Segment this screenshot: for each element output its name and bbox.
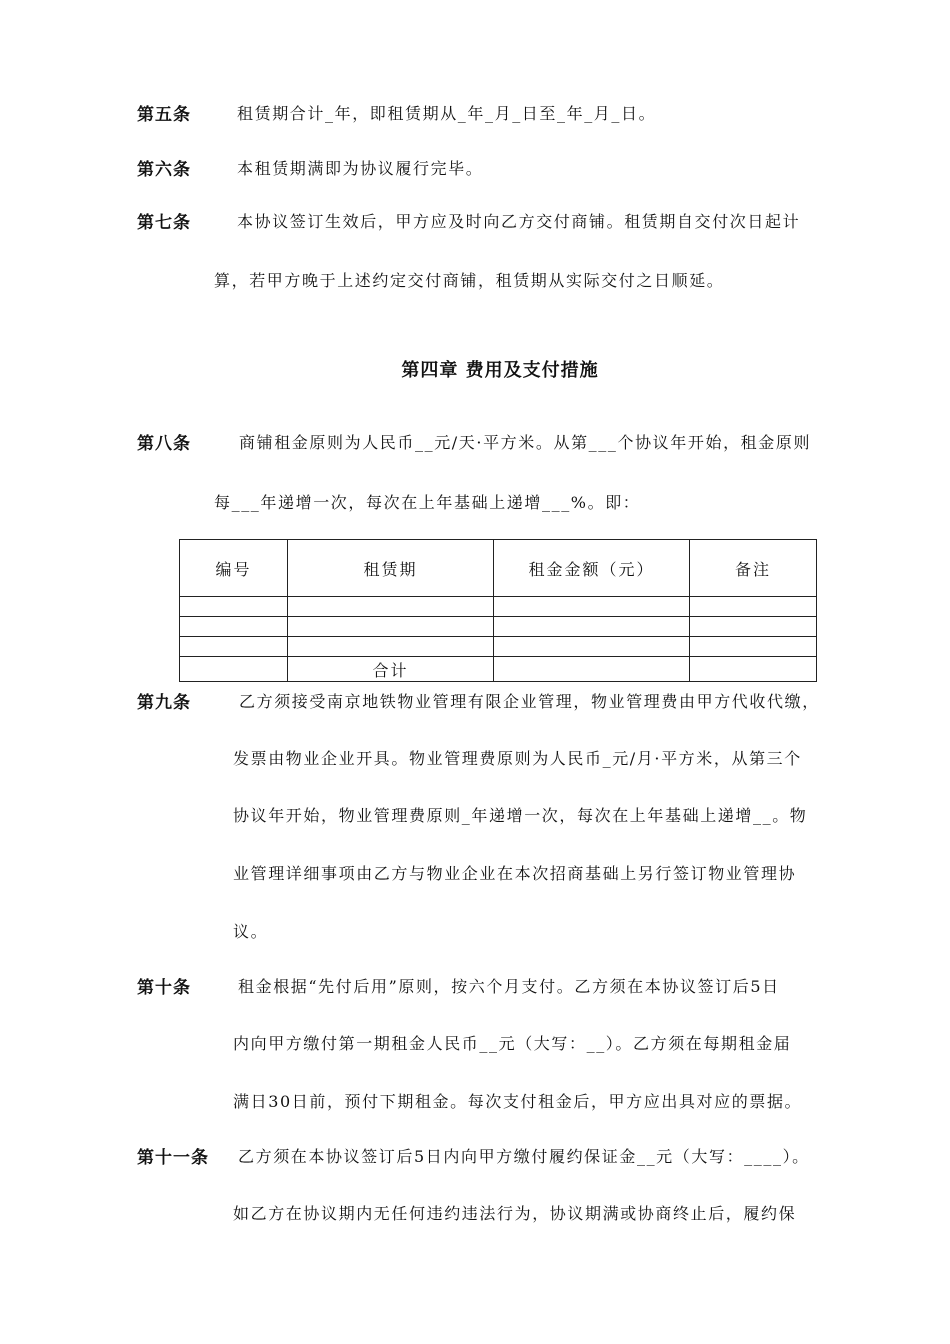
table-header-cell: 租金金额（元）: [494, 540, 690, 597]
table-cell: [690, 637, 817, 657]
article-text-line: 内向甲方缴付第一期租金人民币__元（大写：__）。乙方须在每期租金届: [233, 1034, 792, 1053]
table-cell: [494, 657, 690, 682]
article-text-line: 租赁期合计_年，即租赁期从_年_月_日至_年_月_日。: [237, 104, 657, 123]
table-row: [180, 637, 817, 657]
table-header-cell: 编号: [180, 540, 288, 597]
table-cell: [288, 637, 494, 657]
table-cell: [288, 617, 494, 637]
table-cell: [690, 617, 817, 637]
article-text-line: 每___年递增一次，每次在上年基础上递增___%。即：: [214, 493, 641, 512]
article-text-line: 租金根据“先付后用”原则，按六个月支付。乙方须在本协议签订后5日: [238, 977, 780, 996]
article-text-line: 商铺租金原则为人民币__元/天·平方米。从第___个协议年开始，租金原则: [239, 433, 812, 452]
table-cell: [690, 657, 817, 682]
table-cell: [494, 637, 690, 657]
article-label: 第六条: [137, 160, 191, 180]
article-text-line: 乙方须在本协议签订后5日内向甲方缴付履约保证金__元（大写：____）。: [238, 1147, 810, 1166]
article-label: 第九条: [137, 693, 191, 713]
table-header-cell: 租赁期: [288, 540, 494, 597]
article-text-line: 本协议签订生效后，甲方应及时向乙方交付商铺。租赁期自交付次日起计: [237, 212, 801, 231]
article-label: 第八条: [137, 434, 191, 454]
table-cell: [288, 597, 494, 617]
article-label: 第五条: [137, 105, 191, 125]
table-cell: [690, 597, 817, 617]
table-cell: [180, 617, 288, 637]
table-header-cell: 备注: [690, 540, 817, 597]
article-text-line: 乙方须接受南京地铁物业管理有限企业管理，物业管理费由甲方代收代缴，: [239, 692, 820, 711]
article-text-line: 协议年开始，物业管理费原则_年递增一次，每次在上年基础上递增__。物: [233, 806, 808, 825]
table-row: [180, 597, 817, 617]
table-total-label: 合计: [288, 657, 494, 682]
table-row: [180, 617, 817, 637]
table-cell: [180, 657, 288, 682]
table-cell: [494, 617, 690, 637]
article-label: 第十一条: [137, 1148, 209, 1168]
article-text-line: 业管理详细事项由乙方与物业企业在本次招商基础上另行签订物业管理协: [233, 864, 797, 883]
rent-table: [179, 539, 817, 682]
article-text-line: 满日30日前，预付下期租金。每次支付租金后，甲方应出具对应的票据。: [233, 1092, 803, 1111]
article-label: 第七条: [137, 213, 191, 233]
table-header-row: [180, 540, 817, 597]
table-cell: [494, 597, 690, 617]
article-text-line: 如乙方在协议期内无任何违约违法行为，协议期满或协商终止后，履约保: [233, 1204, 797, 1223]
table-cell: [180, 637, 288, 657]
chapter-title: 第四章 费用及支付措施: [401, 360, 599, 381]
article-text-line: 算，若甲方晚于上述约定交付商铺，租赁期从实际交付之日顺延。: [214, 271, 725, 290]
article-text-line: 议。: [233, 922, 269, 941]
table-cell: [180, 597, 288, 617]
table-total-row: [180, 657, 817, 682]
article-label: 第十条: [137, 978, 191, 998]
article-text-line: 发票由物业企业开具。物业管理费原则为人民币_元/月·平方米，从第三个: [233, 749, 802, 768]
article-text-line: 本租赁期满即为协议履行完毕。: [237, 159, 484, 178]
